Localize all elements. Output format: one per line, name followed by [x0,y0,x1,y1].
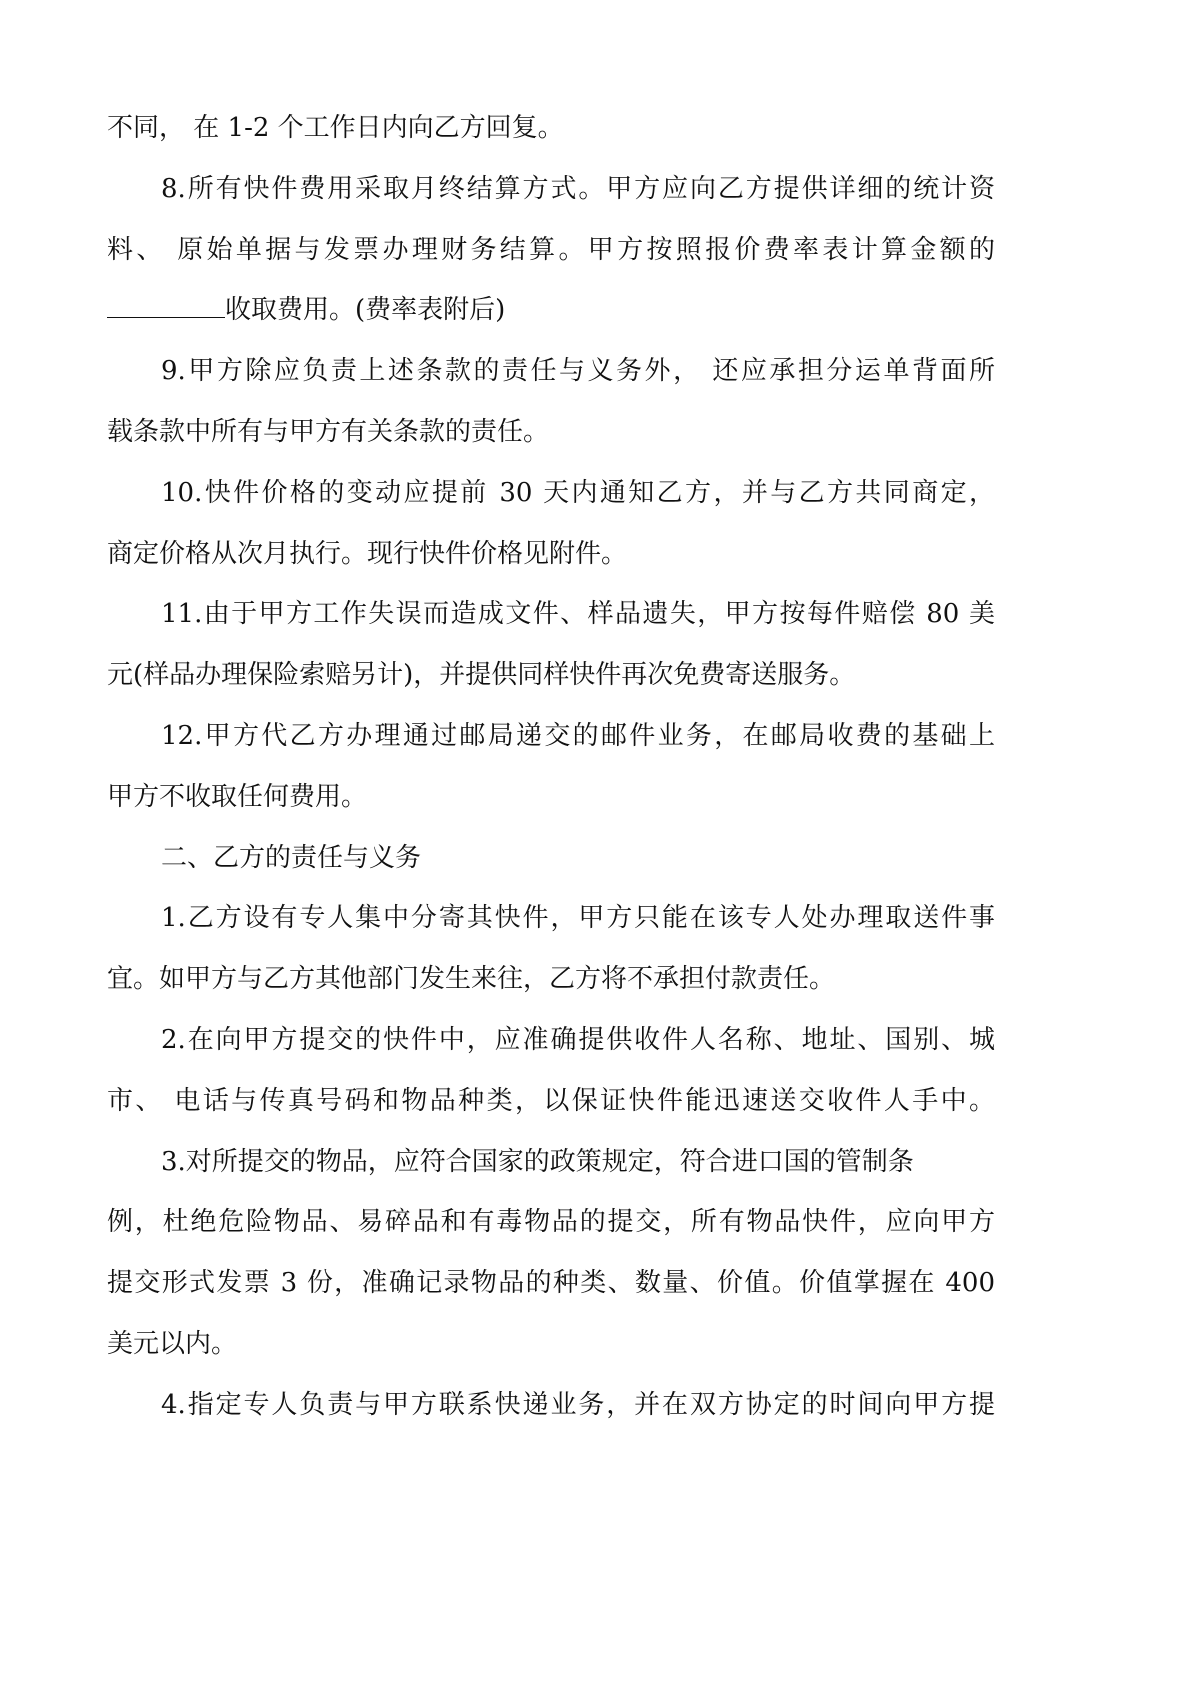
line-text: 8.所有快件费用采取月终结算方式。甲方应向乙方提供详细的统计资 [161,173,995,204]
text-line [107,888,995,949]
line-text: 市、 电话与传真号码和物品种类，以保证快件能迅速送交收件人手中。 [107,1085,995,1116]
line-text: 商定价格从次月执行。现行快件价格见附件。 [107,538,628,569]
text-line [107,220,995,281]
text-line [107,828,995,889]
text-line [107,524,995,585]
text-line [107,280,995,341]
line-text: 美元以内。 [107,1328,238,1359]
text-line [107,706,995,767]
text-line [107,98,995,159]
fill-in-blank [107,297,225,318]
line-text: 9.甲方除应负责上述条款的责任与义务外， 还应承担分运单背面所 [161,356,995,387]
line-text: 10.快件价格的变动应提前 30 天内通知乙方，并与乙方共同商定， [161,477,995,508]
line-text: 11.由于甲方工作失误而造成文件、样品遗失，甲方按每件赔偿 80 美 [161,599,995,630]
line-text: 3.对所提交的物品，应符合国家的政策规定，符合进口国的管制条 [161,1146,914,1177]
line-text: 提交形式发票 3 份，准确记录物品的种类、数量、价值。价值掌握在 400 [107,1268,995,1299]
text-line [107,1314,995,1375]
text-line [107,767,995,828]
line-text: 不同， 在 1-2 个工作日内向乙方回复。 [107,113,564,143]
line-text: 例，杜绝危险物品、易碎品和有毒物品的提交，所有物品快件，应向甲方 [107,1207,995,1238]
text-line [107,949,995,1010]
text-line [107,1010,995,1071]
text-line [107,1192,995,1253]
text-line [107,463,995,524]
line-text: 收取费用。(费率表附后) [225,295,506,326]
line-text: 料、 原始单据与发票办理财务结算。甲方按照报价费率表计算金额的 [107,234,995,265]
line-text: 二、乙方的责任与义务 [161,842,422,873]
text-line [107,159,995,220]
line-text: 甲方不收取任何费用。 [107,781,368,812]
text-line [107,584,995,645]
text-line [107,1375,995,1436]
text-line [107,1253,995,1314]
line-text: 1.乙方设有专人集中分寄其快件，甲方只能在该专人处办理取送件事 [161,903,995,934]
line-text: 元(样品办理保险索赔另计)，并提供同样快件再次免费寄送服务。 [107,660,856,691]
line-text: 2.在向甲方提交的快件中，应准确提供收件人名称、地址、国别、城 [161,1024,995,1055]
line-text: 4.指定专人负责与甲方联系快递业务，并在双方协定的时间向甲方提 [161,1389,995,1420]
line-text: 载条款中所有与甲方有关条款的责任。 [107,416,550,447]
document-page [107,98,995,1436]
text-line [107,645,995,706]
text-line [107,341,995,402]
text-line [107,1132,995,1193]
text-line [107,402,995,463]
line-text: 宜。如甲方与乙方其他部门发生来往，乙方将不承担付款责任。 [107,964,836,995]
line-text: 12.甲方代乙方办理通过邮局递交的邮件业务，在邮局收费的基础上 [161,720,995,751]
text-line [107,1071,995,1132]
